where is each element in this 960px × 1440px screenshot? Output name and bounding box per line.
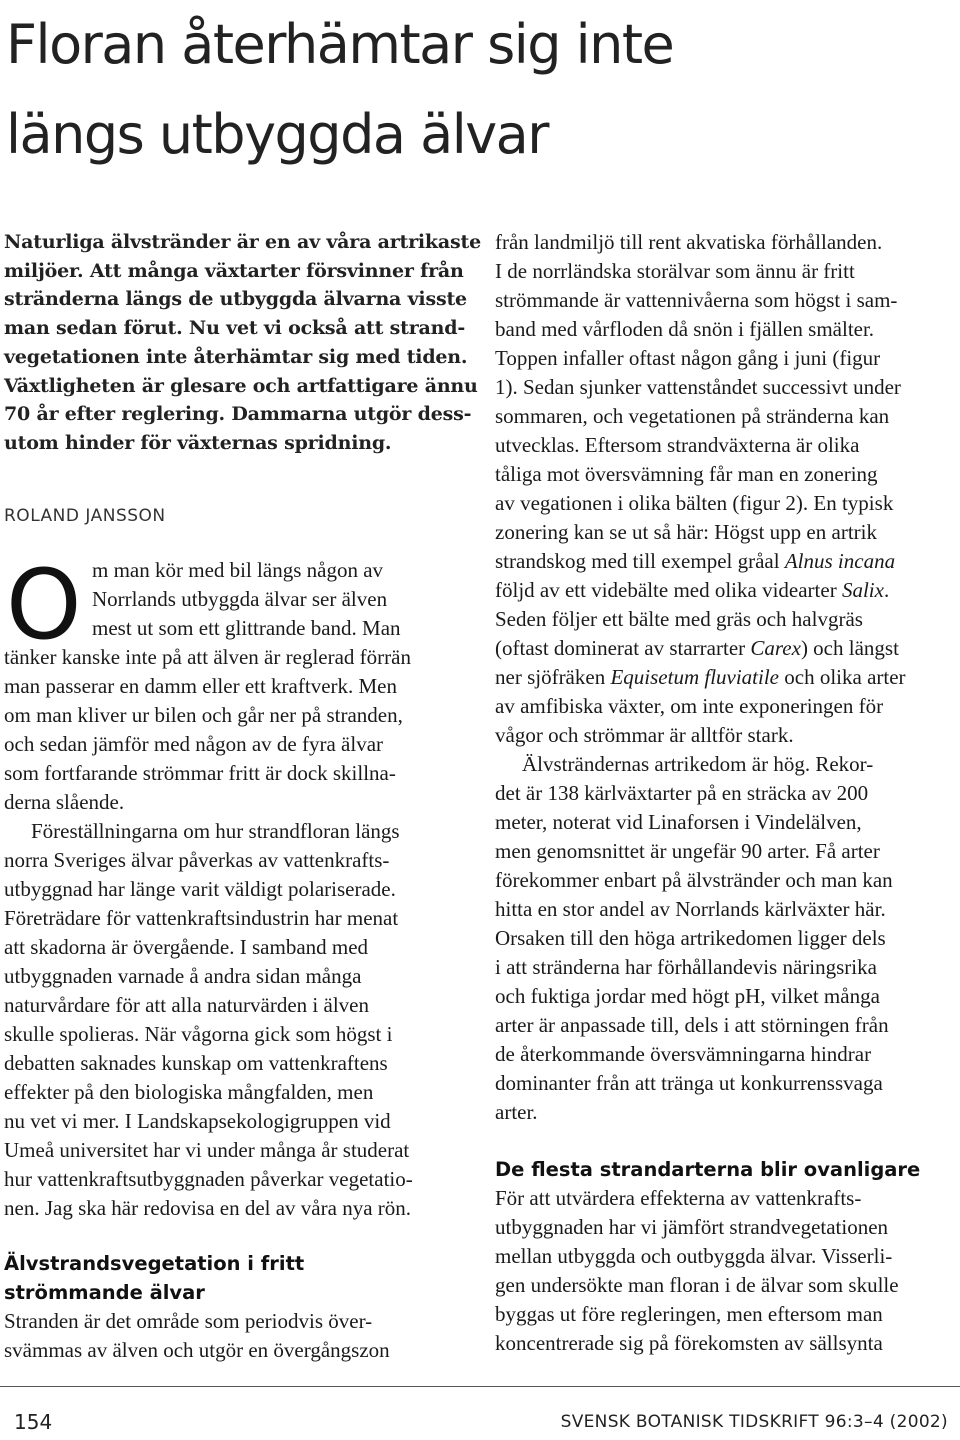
text-line: Föreställningarna om hur strandfloran längs xyxy=(31,818,400,843)
text-line: utbyggnaden varnade å andra sidan många xyxy=(4,963,362,988)
text-line: mellan utbyggda och outbyggda älvar. Visserli- xyxy=(495,1244,893,1268)
text-line: arter. xyxy=(495,1100,538,1124)
text-line: strömmande är vattennivåerna som högst i sam- xyxy=(495,288,898,312)
text-line: i att stränderna har förhållandevis näringsrika xyxy=(495,955,877,979)
lead-line: Naturliga älvstränder är en av våra artrikaste xyxy=(4,231,481,253)
right-column xyxy=(495,228,955,1358)
text-line: debatten saknades kunskap om vattenkraftens xyxy=(4,1050,388,1075)
text-line: hitta en stor andel av Norrlands kärlväxter här. xyxy=(495,897,886,921)
left-column xyxy=(4,228,481,1365)
text-line xyxy=(495,576,955,605)
text-line: Älvsträndernas artrikedom är hög. Rekor- xyxy=(522,752,874,776)
text-line: Toppen infaller oftast någon gång i juni (figur xyxy=(495,346,881,370)
right-paragraph-1 xyxy=(495,228,955,750)
species-name: Salix xyxy=(841,578,884,602)
species-name: Equisetum fluviatile xyxy=(610,665,780,689)
lead-line: stränderna längs de utbyggda älvarna visste xyxy=(4,288,467,311)
text-line: derna slående. xyxy=(4,789,125,814)
text-line: För att utvärdera effekterna av vattenkrafts- xyxy=(495,1186,862,1210)
text-line: nen. Jag ska här redovisa en del av våra nya rön. xyxy=(4,1195,412,1220)
footer-rule xyxy=(0,1386,960,1387)
text-line: zonering kan se ut så här: Högst upp en artrik xyxy=(495,520,877,544)
title-line-1: Floran återhämtar sig inte xyxy=(6,13,674,76)
heading-line: De flesta strandarterna blir ovanligare xyxy=(495,1158,921,1181)
paragraph-3 xyxy=(4,1307,466,1365)
text-run: ner sjöfräken xyxy=(495,665,611,689)
text-line: hur vattenkraftsutbyggnaden påverkar vegetatio- xyxy=(4,1166,413,1191)
text-line: byggas ut före regleringen, men eftersom man xyxy=(495,1302,883,1326)
text-line: men genomsnittet är ungefär 90 arter. Få arter xyxy=(495,839,880,863)
text-line xyxy=(495,663,955,692)
section-heading-1 xyxy=(4,1249,466,1307)
text-line: nu vet vi mer. I Landskapsekologigruppen vid xyxy=(4,1108,391,1133)
lead-line: utom hinder för växternas spridning. xyxy=(4,431,392,454)
text-line: de återkommande översvämningarna hindrar xyxy=(495,1042,872,1066)
text-line: vågor och strömmar är alltför stark. xyxy=(495,723,794,747)
text-line: dominanter från att tränga ut konkurrenssvaga xyxy=(495,1071,883,1095)
text-line: tänker kanske inte på att älven är reglerad förrän xyxy=(4,644,411,669)
lead-line: Växtligheten är glesare och artfattigare ännu xyxy=(4,374,478,397)
paragraph-2 xyxy=(4,817,466,1223)
text-line: koncentrerade sig på förekomsten av sällsynta xyxy=(495,1331,883,1355)
text-line: av amfibiska växter, om inte exponeringen för xyxy=(495,694,884,718)
text-line: utbyggnaden har vi jämfört strandvegetationen xyxy=(495,1215,889,1239)
text-line: och fuktiga jordar med högt pH, vilket många xyxy=(495,984,880,1008)
text-run: . xyxy=(883,578,890,602)
text-run: ) och längst xyxy=(800,636,899,660)
text-line: man passerar en damm eller ett kraftverk. Men xyxy=(4,673,398,698)
text-line: mest ut som ett glittrande band. Man xyxy=(92,615,401,640)
text-line: förekommer enbart på älvstränder och man kan xyxy=(495,868,893,892)
text-line: Umeå universitet har vi under många år studerat xyxy=(4,1137,410,1162)
text-line: skulle spolieras. När vågorna gick som högst i xyxy=(4,1021,393,1046)
lead-line: vegetationen inte återhämtar sig med tiden. xyxy=(4,345,468,368)
text-line: I de norrländska storälvar som ännu är fritt xyxy=(495,259,855,283)
page-number: 154 xyxy=(14,1410,53,1434)
right-paragraph-3 xyxy=(495,1184,955,1358)
text-run: följd av ett videbälte med olika videarter xyxy=(495,578,842,602)
text-line xyxy=(495,634,955,663)
author-byline: ROLAND JANSSON xyxy=(4,505,166,526)
text-line xyxy=(495,547,955,576)
text-line: sommaren, och vegetationen på stränderna kan xyxy=(495,404,890,428)
lead-paragraph xyxy=(4,228,481,458)
text-line: Orsaken till den höga artrikedomen ligger dels xyxy=(495,926,886,950)
text-line: att skadorna är övergående. I samband med xyxy=(4,934,369,959)
text-line: effekter på den biologiska mångfalden, men xyxy=(4,1079,374,1104)
title-line-2: längs utbyggda älvar xyxy=(6,103,548,166)
lead-line: 70 år efter reglering. Dammarna utgör dess- xyxy=(4,403,472,426)
text-line: svämmas av älven och utgör en övergångszon xyxy=(4,1337,390,1362)
text-line: arter är anpassade till, dels i att störningen från xyxy=(495,1013,889,1037)
text-line: utvecklas. Eftersom strandväxterna är olika xyxy=(495,433,860,457)
text-line: 1). Sedan sjunker vattenståndet successivt under xyxy=(495,375,901,399)
lead-line: man sedan förut. Nu vet vi också att strand- xyxy=(4,317,466,340)
text-line: om man kliver ur bilen och går ner på stranden, xyxy=(4,702,403,727)
text-run: (oftast dominerat av starrarter xyxy=(495,636,751,660)
text-line: Stranden är det område som periodvis över- xyxy=(4,1308,373,1333)
heading-line: Älvstrandsvegetation i fritt xyxy=(4,1251,305,1275)
text-line: tåliga mot översvämning får man en zonering xyxy=(495,462,878,486)
text-line: från landmiljö till rent akvatiska förhållanden. xyxy=(495,230,883,254)
text-line: som fortfarande strömmar fritt är dock skillna- xyxy=(4,760,396,785)
text-line: naturvårdare för att alla naturvärden i älven xyxy=(4,992,369,1017)
species-name: Alnus incana xyxy=(784,549,896,573)
text-line: utbyggnad har länge varit väldigt polariserade. xyxy=(4,876,396,901)
journal-citation: SVENSK BOTANISK TIDSKRIFT 96:3–4 (2002) xyxy=(560,1412,948,1432)
text-line: av vegationen i olika bälten (figur 2). En typisk xyxy=(495,491,894,515)
drop-cap: O xyxy=(6,548,82,661)
text-line: Företrädare för vattenkraftsindustrin har menat xyxy=(4,905,399,930)
article-title xyxy=(6,0,946,180)
species-name: Carex xyxy=(750,636,801,660)
text-line: Norrlands utbyggda älvar ser älven xyxy=(92,586,388,611)
heading-line: strömmande älvar xyxy=(4,1280,205,1304)
text-line: m man kör med bil längs någon av xyxy=(92,557,384,582)
text-line: meter, noterat vid Linaforsen i Vindelälven, xyxy=(495,810,862,834)
text-line: band med vårfloden då snön i fjällen smälter. xyxy=(495,317,875,341)
text-line: Seden följer ett bälte med gräs och halvgräs xyxy=(495,607,863,631)
text-line: gen undersökte man floran i de älvar som skulle xyxy=(495,1273,899,1297)
text-line: norra Sveriges älvar påverkas av vattenkrafts- xyxy=(4,847,390,872)
right-paragraph-2 xyxy=(495,750,955,1127)
text-run: strandskog med till exempel gråal xyxy=(495,549,785,573)
text-line: och sedan jämför med någon av de fyra älvar xyxy=(4,731,384,756)
text-line: det är 138 kärlväxtarter på en sträcka av 200 xyxy=(495,781,869,805)
section-heading-2 xyxy=(495,1155,955,1184)
lead-line: miljöer. Att många växtarter försvinner från xyxy=(4,259,464,282)
intro-paragraph xyxy=(4,548,466,817)
text-run: och olika arter xyxy=(779,665,906,689)
